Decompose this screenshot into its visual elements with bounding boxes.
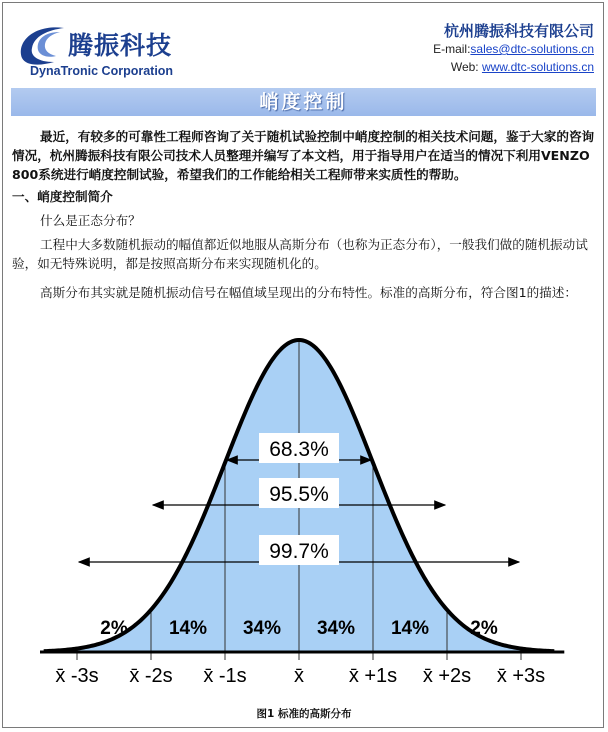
gaussian-chart — [40, 330, 570, 695]
x-tick-label-6: x̄ +3s — [496, 665, 546, 687]
segment-label-5: 2% — [470, 618, 498, 639]
interval-label-2s: 95.5% — [269, 483, 329, 506]
logo-chinese-name: 腾振科技 — [68, 31, 173, 60]
section-heading: 一、峭度控制简介 — [12, 189, 113, 204]
question-line: 什么是正态分布？ — [40, 213, 141, 228]
interval-label-3s: 99.7% — [269, 540, 329, 563]
interval-label-1s: 68.3% — [269, 438, 329, 461]
swoosh-logo-icon — [14, 22, 74, 68]
logo-english-name: DynaTronic Corporation — [30, 64, 174, 78]
company-logo — [14, 22, 194, 84]
paragraph-2: 高斯分布其实就是随机振动信号在幅值域呈现出的分布特性。标准的高斯分布，符合图1的描述： — [40, 285, 577, 300]
x-tick-label-1: x̄ -2s — [129, 665, 173, 687]
x-tick-label-0: x̄ -3s — [55, 665, 99, 687]
x-tick-label-5: x̄ +2s — [422, 665, 472, 687]
company-name: 杭州腾振科技有限公司 — [443, 22, 594, 40]
segment-label-3: 34% — [316, 618, 356, 639]
page-title: 峭度控制 — [11, 88, 596, 116]
email-label: E-mail: — [433, 42, 471, 56]
web-label: Web: — [450, 60, 482, 74]
email-link[interactable]: sales@dtc-solutions.cn — [470, 42, 594, 56]
x-tick-label-3: x̄ — [294, 665, 304, 687]
segment-label-4: 14% — [390, 618, 430, 639]
email-line — [433, 42, 594, 56]
segment-label-1: 14% — [168, 618, 208, 639]
web-line — [451, 60, 594, 74]
intro-paragraph: 最近，有较多的可靠性工程师咨询了关于随机试验控制中峭度控制的相关技术问题，鉴于大家的咨询情况，杭州腾振科技有限公司技术人员整理并编写了本文档，用于指导用户在适当的情况下利用VENZO 800系统进行峭度控制试验，希望我们的工作能给相关工程师带来实质性的帮助。 — [12, 129, 595, 182]
web-link[interactable]: www.dtc-solutions.cn — [481, 60, 594, 74]
x-tick-label-4: x̄ +1s — [348, 665, 398, 687]
x-tick-label-2: x̄ -1s — [203, 665, 247, 687]
segment-label-2: 34% — [242, 618, 282, 639]
segment-label-0: 2% — [100, 618, 128, 639]
paragraph-1: 工程中大多数随机振动的幅值都近似地服从高斯分布（也称为正态分布），一般我们做的随机振动试验，如无特殊说明，都是按照高斯分布来实现随机化的。 — [12, 237, 588, 271]
figure-caption: 图1 标准的高斯分布 — [256, 708, 352, 720]
